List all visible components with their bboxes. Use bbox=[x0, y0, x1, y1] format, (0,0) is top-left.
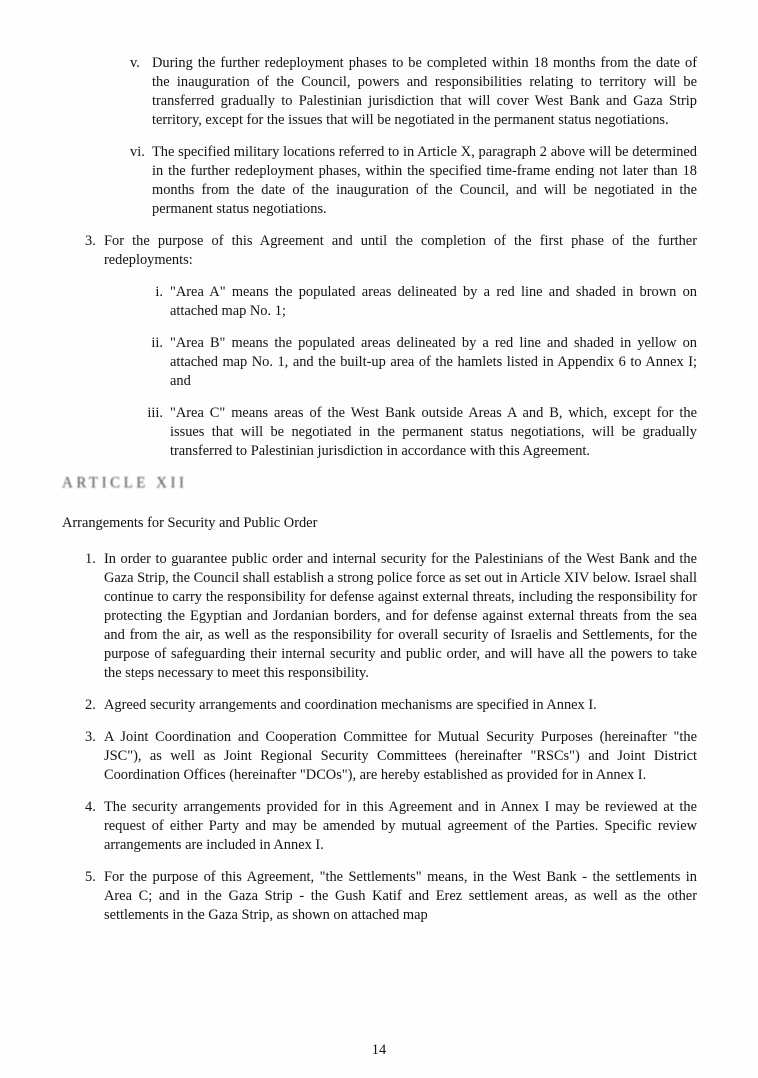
paragraph-text: "Area C" means areas of the West Bank outside Areas A and B, which, except for the issues that will be negotiated in the permanent status negotiations, will be gradually transferred to Palestinian jurisdiction in accordance with this Agreement. bbox=[170, 405, 697, 459]
list-marker: 1. bbox=[85, 551, 96, 567]
paragraph-text: For the purpose of this Agreement and until the completion of the first phase of the further redeployments: bbox=[104, 233, 697, 268]
list-marker: 2. bbox=[85, 697, 96, 713]
list-marker: 3. bbox=[85, 233, 96, 249]
paragraph-text: The specified military locations referred to in Article X, paragraph 2 above will be determined in the further redeployment phases, within the specified time-frame ending not later than 18 months from the date of the inauguration of the Council, and will be negotiated in the permanent status negotiations. bbox=[152, 144, 697, 217]
section-title: Arrangements for Security and Public Order bbox=[62, 515, 318, 531]
list-marker: ii. bbox=[151, 335, 163, 351]
list-marker: i. bbox=[155, 284, 163, 300]
list-marker: vi. bbox=[130, 144, 145, 160]
paragraph-text: "Area A" means the populated areas delineated by a red line and shaded in brown on attached map No. 1; bbox=[170, 284, 697, 319]
list-item-2 bbox=[85, 696, 697, 715]
paragraph-text: A Joint Coordination and Cooperation Committee for Mutual Security Purposes (hereinafter "the JSC"), as well as Joint Regional Security Committees (hereinafter "RSCs") and Joint District Coordination Offices (hereinafter "DCOs"), are hereby established as provided for in Annex I. bbox=[104, 729, 697, 783]
list-item-1 bbox=[85, 550, 697, 683]
paragraph-text: For the purpose of this Agreement, "the Settlements" means, in the West Bank - the settlements in Area C; and in the Gaza Strip - the Gush Katif and Erez settlement areas, as well as the other settlements in the Gaza Strip, as shown on attached map bbox=[104, 869, 697, 923]
list-marker: iii. bbox=[147, 405, 163, 421]
list-item-5 bbox=[85, 868, 697, 925]
article-heading: ARTICLE XII bbox=[62, 475, 188, 492]
list-item-4 bbox=[85, 798, 697, 855]
list-item-3 bbox=[85, 232, 697, 270]
list-item-vi bbox=[130, 143, 697, 219]
list-marker: 4. bbox=[85, 799, 96, 815]
list-item-3b bbox=[85, 728, 697, 785]
paragraph-text: "Area B" means the populated areas delineated by a red line and shaded in yellow on attached map No. 1, and the built-up area of the hamlets listed in Appendix 6 to Annex I; and bbox=[170, 335, 697, 389]
list-marker: 3. bbox=[85, 729, 96, 745]
list-marker: 5. bbox=[85, 869, 96, 885]
paragraph-text: The security arrangements provided for in this Agreement and in Annex I may be reviewed at the request of either Party and may be amended by mutual agreement of the Parties. Specific review arrangements are included in Annex I. bbox=[104, 799, 697, 853]
list-marker: v. bbox=[130, 55, 140, 71]
page-number: 14 bbox=[371, 1042, 387, 1058]
paragraph-text: In order to guarantee public order and internal security for the Palestinians of the West Bank and the Gaza Strip, the Council shall establish a strong police force as set out in Article XIV below. Israel shall continue to carry the responsibility for defense against external threats, including the responsibility for protecting the Egyptian and Jordanian borders, and for defense against external threats from the sea and from the air, as well as the responsibility for overall security of Israelis and Settlements, for the purpose of safeguarding their internal security and public order, and will have all the powers to take the steps necessary to meet this responsibility. bbox=[104, 551, 697, 681]
list-item-i bbox=[144, 283, 697, 321]
list-item-iii bbox=[144, 404, 697, 461]
list-item-v bbox=[130, 54, 697, 130]
paragraph-text: Agreed security arrangements and coordination mechanisms are specified in Annex I. bbox=[104, 697, 597, 713]
list-item-ii bbox=[144, 334, 697, 391]
paragraph-text: During the further redeployment phases to be completed within 18 months from the date of the inauguration of the Council, powers and responsibilities relating to territory will be transferred gradually to Palestinian jurisdiction that will cover West Bank and Gaza Strip territory, except for the issues that will be negotiated in the permanent status negotiations. bbox=[152, 55, 697, 128]
